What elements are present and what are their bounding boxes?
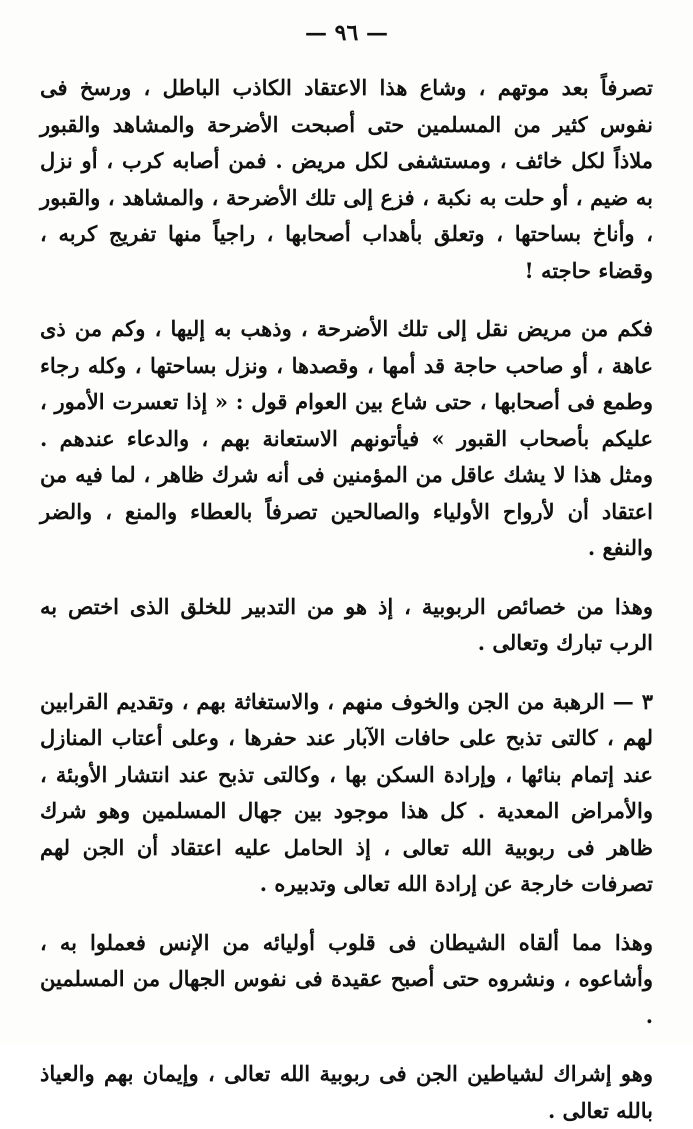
page-number: — ٩٦ — xyxy=(305,20,388,46)
paragraph-5: وهذا مما ألقاه الشيطان فى قلوب أوليائه من الإنس فعملوا به ، وأشاعوه ، ونشروه حتى أصبح عقيدة فى نفوس الجهال من المسلمين . xyxy=(40,929,653,1028)
page-body xyxy=(40,70,653,1129)
paragraph-4: ٣ — الرهبة من الجن والخوف منهم ، والاستغاثة بهم ، وتقديم القرابين لهم ، كالتى تذبح على حافات الآبار عند حفرها ، وعلى أعتاب المنازل عند إتمام بنائها ، وإرادة السكن بها ، وكالتى تذبح عند انتشار الأوبئة ، والأمراض المعدية . كل هذا موجود بين جهال المسلمين وهو شرك ظاهر فى ربوبية الله تعالى ، إذ الحامل عليه اعتقاد أن الجن لهم تصرفات خارجة عن إرادة الله تعالى وتدبيره . xyxy=(40,688,653,896)
paragraph-1: تصرفاً بعد موتهم ، وشاع هذا الاعتقاد الكاذب الباطل ، ورسخ فى نفوس كثير من المسلمين حتى أصبحت الأضرحة والمشاهد والقبور ملاذاً لكل خائف ، ومستشفى لكل مريض . فمن أصابه كرب ، أو نزل به ضيم ، أو حلت به نكبة ، فزع إلى تلك الأضرحة ، والمشاهد ، والقبور ، وأناخ بساحتها ، وتعلق بأهداب أصحابها ، راجياً منها تفريج كربه ، وقضاء حاجته ! xyxy=(40,75,653,283)
paragraph-6: وهو إشراك لشياطين الجن فى ربوبية الله تعالى ، وإيمان بهم والعياذ بالله تعالى . xyxy=(40,1061,653,1123)
paragraph-3: وهذا من خصائص الربوبية ، إذ هو من التدبير للخلق الذى اختص به الرب تبارك وتعالى . xyxy=(40,593,653,655)
paragraph-2: فكم من مريض نقل إلى تلك الأضرحة ، وذهب به إليها ، وكم من ذى عاهة ، أو صاحب حاجة قد أمها ، وقصدها ، ونزل بساحتها ، وكله رجاء وطمع فى أصحابها ، حتى شاع بين العوام قول : « إذا تعسرت الأمور ، عليكم بأصحاب القبور » فيأتونهم الاستعانة بهم ، والدعاء عندهم . ومثل هذا لا يشك عاقل من المؤمنين فى أنه شرك ظاهر ، لما فيه من اعتقاد أن لأرواح الأولياء والصالحين تصرفاً بالعطاء والمنع ، والضر والنفع . xyxy=(40,316,653,560)
